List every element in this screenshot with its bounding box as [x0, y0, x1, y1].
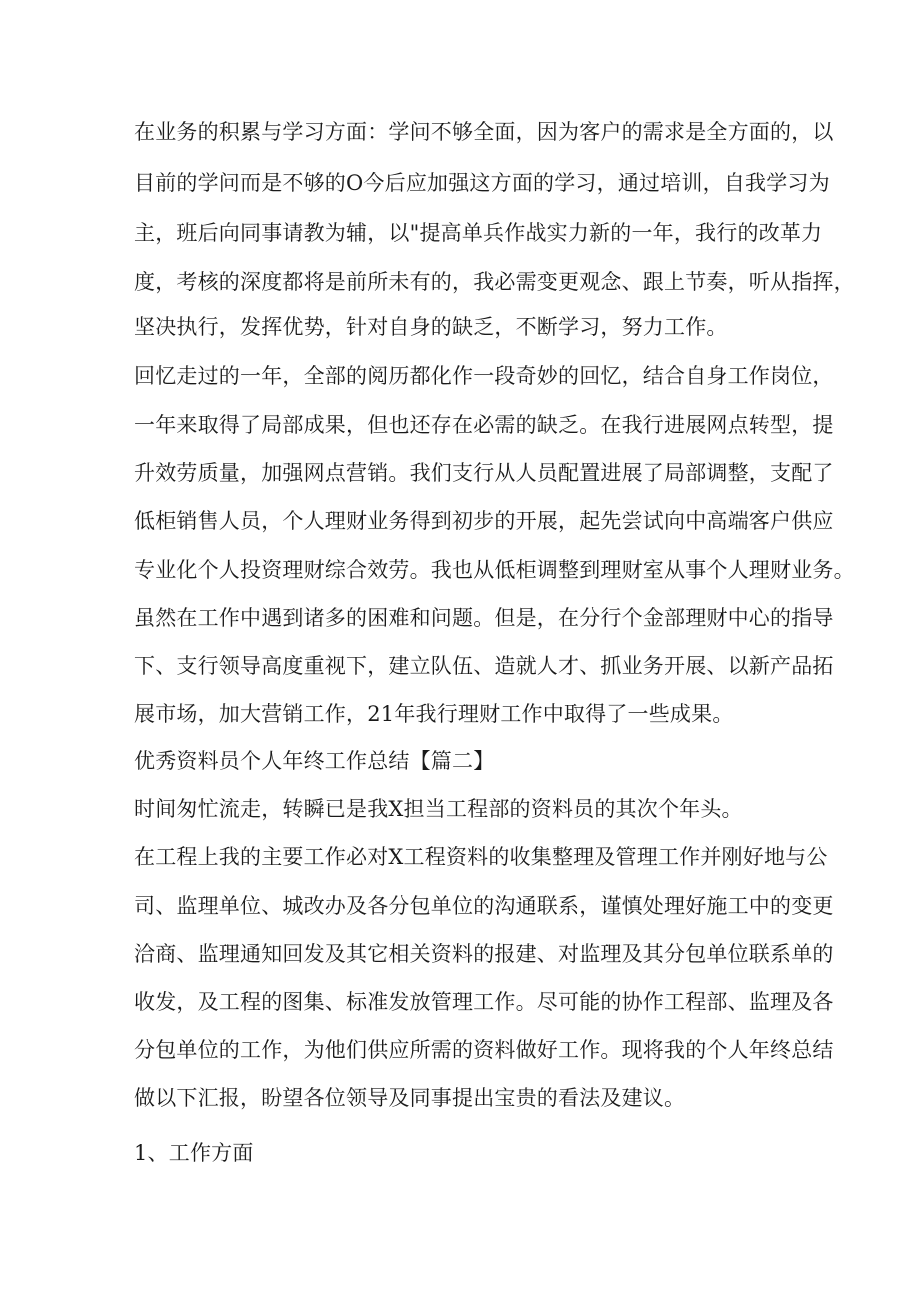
paragraph-4-line-6: 做以下汇报，盼望各位领导及同事提出宝贵的看法及建议。	[134, 1086, 686, 1110]
paragraph-2-line-4: 低柜销售人员，个人理财业务得到初步的开展，起先尝试向中高端客户供应	[134, 509, 834, 533]
paragraph-1-line-1: 在业务的积累与学习方面：学问不够全面，因为客户的需求是全方面的，以	[134, 120, 834, 144]
paragraph-2-line-6: 虽然在工作中遇到诸多的困难和问题。但是，在分行个金部理财中心的指导	[134, 606, 834, 630]
paragraph-1-line-3: 主，班后向同事请教为辅，以"提高单兵作战实力新的一年，我行的改革力	[134, 221, 823, 245]
paragraph-2-line-8: 展市场，加大营销工作，21年我行理财工作中取得了一些成果。	[134, 702, 734, 726]
paragraph-4-line-3: 洽商、监理通知回发及其它相关资料的报建、对监理及其分包单位联系单的	[134, 942, 834, 966]
section-heading: 优秀资料员个人年终工作总结【篇二】	[134, 749, 495, 773]
paragraph-1-line-2: 目前的学问而是不够的O今后应加强这方面的学习，通过培训，自我学习为	[134, 171, 830, 195]
paragraph-2-line-1: 回忆走过的一年，全部的阅历都化作一段奇妙的回忆，结合自身工作岗位，	[134, 364, 834, 388]
subsection-heading: 1、工作方面	[134, 1141, 254, 1165]
paragraph-4-line-2: 司、监理单位、城改办及各分包单位的沟通联系，谨慎处理好施工中的变更	[134, 894, 834, 918]
paragraph-4-line-1: 在工程上我的主要工作必对X工程资料的收集整理及管理工作并刚好地与公	[134, 845, 828, 869]
paragraph-4-line-4: 收发，及工程的图集、标准发放管理工作。尽可能的协作工程部、监理及各	[134, 990, 834, 1014]
paragraph-3-line-1: 时间匆忙流走，转瞬已是我X担当工程部的资料员的其次个年头。	[134, 797, 743, 821]
paragraph-2-line-2: 一年来取得了局部成果，但也还存在必需的缺乏。在我行进展网点转型，提	[134, 413, 834, 437]
paragraph-1-line-4: 度，考核的深度都将是前所未有的，我必需变更观念、跟上节奏，听从指挥，	[134, 270, 855, 294]
paragraph-2-line-3: 升效劳质量，加强网点营销。我们支行从人员配置进展了局部调整，支配了	[134, 461, 834, 485]
paragraph-2-line-7: 下、支行领导高度重视下，建立队伍、造就人才、抓业务开展、以新产品拓	[134, 654, 834, 678]
paragraph-2-line-5: 专业化个人投资理财综合效劳。我也从低柜调整到理财室从事个人理财业务。	[134, 558, 855, 582]
paragraph-4-line-5: 分包单位的工作，为他们供应所需的资料做好工作。现将我的个人年终总结	[134, 1038, 834, 1062]
paragraph-1-line-5: 坚决执行，发挥优势，针对自身的缺乏，不断学习，努力工作。	[134, 315, 728, 339]
